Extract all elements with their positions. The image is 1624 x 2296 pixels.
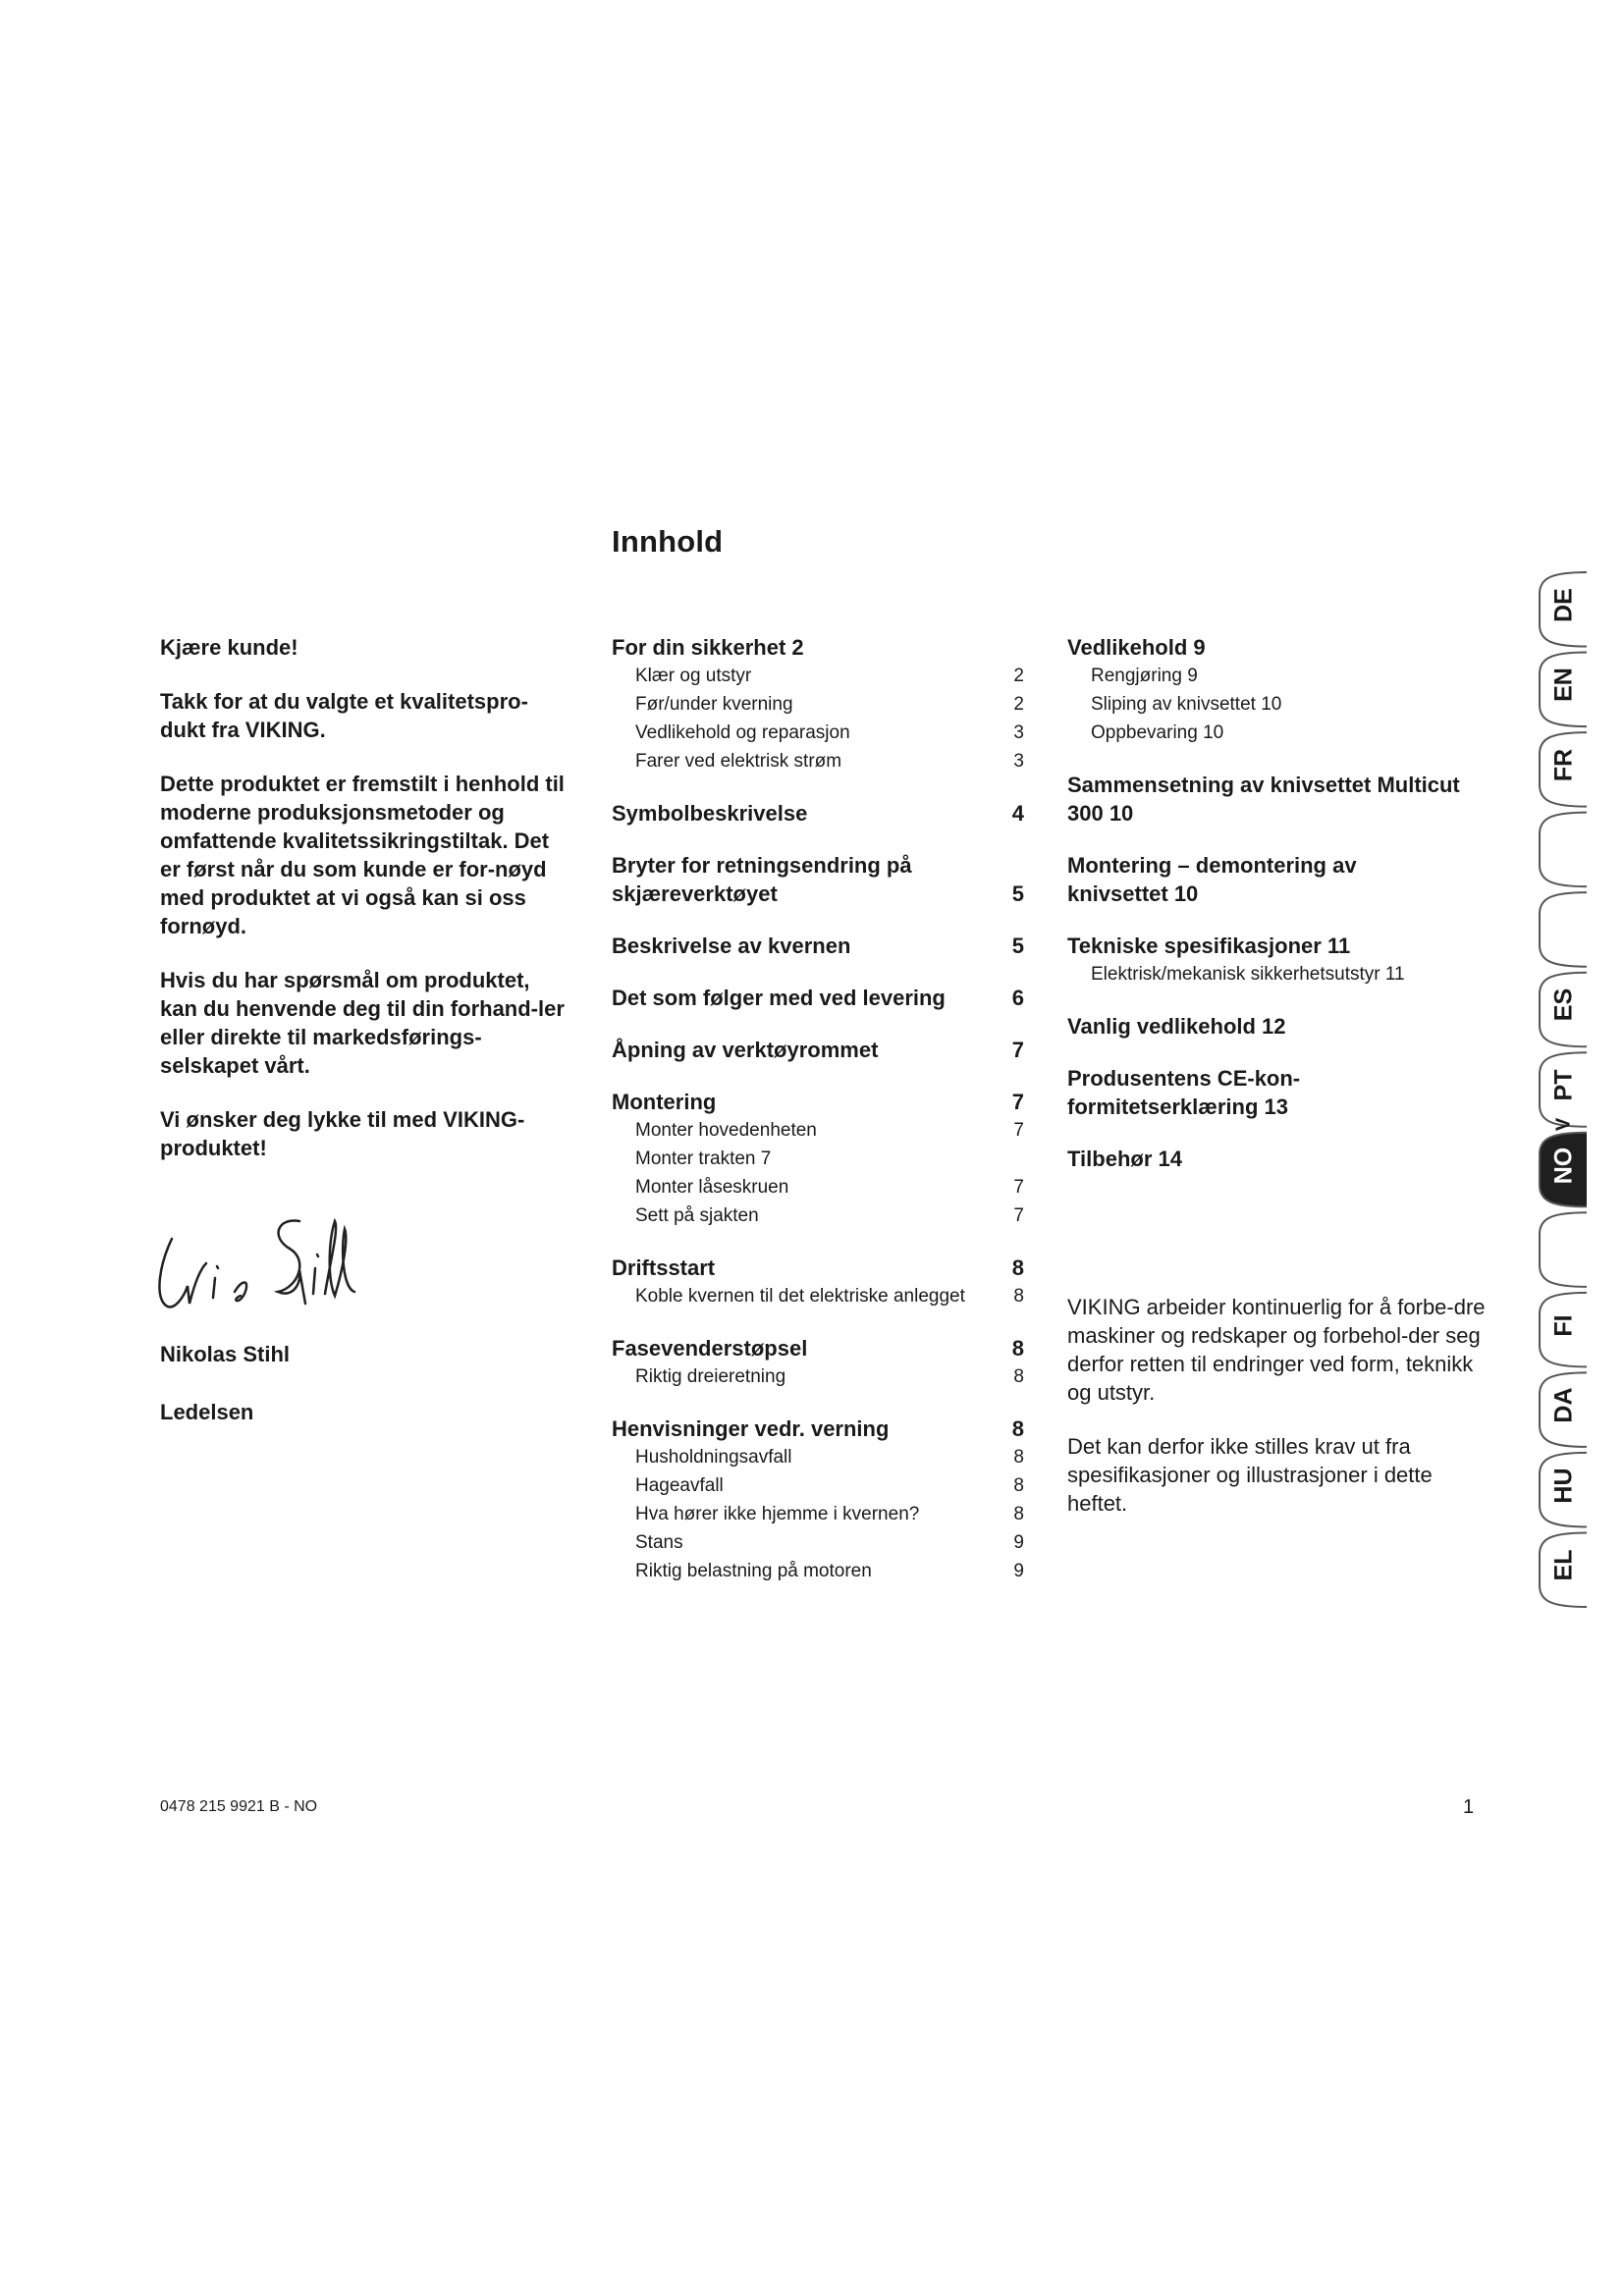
toc-heading-page: 8: [1011, 1255, 1024, 1280]
toc-section: [1067, 1012, 1499, 1041]
toc-entry-label: Sliping av knivsettet 10: [1091, 694, 1282, 715]
toc-entry-page: 9: [1013, 1532, 1024, 1553]
toc-entry-label: Rengjøring 9: [1091, 666, 1198, 686]
intro-paragraph-1: Takk for at du valgte et kvalitetspro-dukt fra VIKING.: [160, 689, 528, 742]
toc-section: [612, 1415, 1024, 1585]
toc-entry: [612, 1500, 1024, 1528]
document-code: 0478 215 9921 B - NO: [160, 1798, 318, 1815]
language-tab-fr[interactable]: FR: [1549, 748, 1578, 782]
toc-heading: [612, 1254, 1024, 1282]
toc-heading-title: Vedlikehold 9: [1067, 635, 1206, 660]
toc-heading: [612, 1334, 1024, 1362]
toc-section: [612, 799, 1024, 828]
toc-entry-label: Koble kvernen til det elektriske anlegget: [635, 1286, 965, 1307]
toc-heading: [612, 932, 1024, 960]
toc-entry: [612, 1201, 1024, 1230]
toc-heading-title: Tilbehør 14: [1067, 1147, 1182, 1171]
toc-heading-title: Montering: [612, 1090, 717, 1114]
disclaimer-paragraph-2: Det kan derfor ikke stilles krav ut fra spesifikasjoner og illustrasjoner i dette heftet.: [1067, 1434, 1433, 1516]
toc-section: [1067, 771, 1499, 828]
toc-heading-title: Henvisninger vedr. verning: [612, 1416, 890, 1441]
toc-entry-label: Før/under kverning: [635, 694, 793, 715]
toc-heading: [612, 1036, 1024, 1064]
toc-entry-label: Hva hører ikke hjemme i kvernen?: [635, 1504, 920, 1524]
toc-entry: [612, 1173, 1024, 1201]
toc-entry-label: Monter hovedenheten: [635, 1120, 817, 1141]
tab-shape: [1540, 813, 1587, 887]
toc-heading-title: Vanlig vedlikehold 12: [1067, 1014, 1286, 1039]
toc-heading: [1067, 851, 1499, 908]
toc-entry-page: 7: [1013, 1120, 1024, 1141]
toc-entry: [612, 1116, 1024, 1145]
greeting: Kjære kunde!: [160, 635, 298, 660]
toc-heading-title: Bryter for retningsendring på skjæreverktøyet: [612, 853, 912, 906]
toc-entry-label: Monter låseskruen: [635, 1177, 789, 1198]
toc-section: [612, 984, 1024, 1012]
page-number: 1: [1463, 1796, 1475, 1818]
language-tab-hu[interactable]: HU: [1549, 1468, 1578, 1504]
toc-heading-page: 8: [1011, 1416, 1024, 1441]
toc-heading: [612, 633, 1024, 662]
signer-role: Ledelsen: [160, 1400, 254, 1424]
language-tab-pt[interactable]: PT: [1549, 1069, 1578, 1101]
toc-entry-page: 2: [1013, 666, 1024, 686]
toc-heading-page: 7: [1011, 1090, 1024, 1114]
toc-entry: [612, 690, 1024, 719]
toc-entry-label: Vedlikehold og reparasjon: [635, 722, 850, 743]
signature-image: [152, 1209, 378, 1312]
language-tab-en[interactable]: EN: [1549, 667, 1578, 703]
toc-heading-page: 4: [1011, 801, 1024, 826]
toc-entry-page: 8: [1013, 1447, 1024, 1468]
toc-entry-page: 8: [1013, 1504, 1024, 1524]
intro-letter: [160, 633, 572, 1162]
toc-section: [612, 851, 1024, 908]
toc-heading-page: 6: [1011, 986, 1024, 1010]
disclaimer-paragraph-1: VIKING arbeider kontinuerlig for å forbe-dre maskiner og redskaper og forbehol-der seg derfor retten til endringer ved form, teknikk og utstyr.: [1067, 1295, 1486, 1405]
toc-entry: [612, 1528, 1024, 1557]
toc-entry: [612, 662, 1024, 690]
toc-column-2: [1067, 633, 1499, 1197]
toc-heading-title: Montering – demontering av knivsettet 10: [1067, 853, 1357, 906]
toc-entry-label: Oppbevaring 10: [1091, 722, 1224, 743]
toc-entry: [612, 1362, 1024, 1391]
toc-section: [612, 1254, 1024, 1310]
toc-heading-title: Symbolbeskrivelse: [612, 801, 808, 826]
language-tabs: [1532, 569, 1591, 1610]
toc-heading-title: Produsentens CE-kon-formitetserklæring 13: [1067, 1066, 1301, 1119]
toc-entry-label: Husholdningsavfall: [635, 1447, 792, 1468]
language-tab-fi[interactable]: FI: [1549, 1314, 1578, 1337]
intro-paragraph-4: Vi ønsker deg lykke til med VIKING-produktet!: [160, 1107, 525, 1160]
toc-heading: [1067, 1012, 1499, 1041]
toc-entry: [612, 1282, 1024, 1310]
toc-entry-page: 7: [1013, 1177, 1024, 1198]
toc-entry-label: Monter trakten 7: [635, 1148, 772, 1169]
toc-heading-title: Sammensetning av knivsettet Multicut 300 10: [1067, 773, 1460, 826]
toc-heading-title: Beskrivelse av kvernen: [612, 934, 851, 958]
toc-entry-label: Elektrisk/mekanisk sikkerhetsutstyr 11: [1091, 964, 1405, 985]
toc-entry-page: 2: [1013, 694, 1024, 715]
language-tab-da[interactable]: DA: [1549, 1387, 1578, 1423]
toc-heading: [1067, 771, 1499, 828]
tab-shape: [1540, 892, 1587, 967]
toc-entry-page: 3: [1013, 751, 1024, 772]
toc-entry-label: Hageavfall: [635, 1475, 724, 1496]
toc-section: [612, 1036, 1024, 1064]
toc-entry: [1067, 719, 1499, 747]
intro-paragraph-2: Dette produktet er fremstilt i henhold til moderne produksjonsmetoder og omfattende kvalitetssikringstiltak. Det er først når du som kunde er for-nøyd med produktet at vi også kan si oss fornøyd.: [160, 772, 565, 938]
toc-entry-label: Riktig dreieretning: [635, 1366, 786, 1387]
signer-name: Nikolas Stihl: [160, 1342, 291, 1366]
toc-section: [1067, 851, 1499, 908]
toc-section: [1067, 1145, 1499, 1173]
toc-heading-title: For din sikkerhet 2: [612, 635, 804, 660]
toc-heading-title: Det som følger med ved levering: [612, 986, 946, 1010]
toc-heading: [612, 1415, 1024, 1443]
toc-entry: [1067, 690, 1499, 719]
toc-heading: [1067, 1064, 1499, 1121]
toc-heading: [1067, 932, 1499, 960]
toc-entry-page: 7: [1013, 1205, 1024, 1226]
toc-entry-label: Farer ved elektrisk strøm: [635, 751, 842, 772]
toc-section: [1067, 1064, 1499, 1121]
toc-entry: [1067, 662, 1499, 690]
toc-heading: [612, 799, 1024, 828]
toc-section: [612, 932, 1024, 960]
toc-heading: [1067, 1145, 1499, 1173]
tab-shape: [1540, 1212, 1587, 1287]
toc-heading: [612, 851, 1024, 908]
toc-entry-label: Stans: [635, 1532, 683, 1553]
page-title: Innhold: [612, 524, 724, 559]
toc-heading-title: Driftsstart: [612, 1255, 716, 1280]
toc-entry: [612, 1145, 1024, 1173]
toc-entry-label: Riktig belastning på motoren: [635, 1561, 872, 1581]
toc-column-1: [612, 633, 1024, 1609]
toc-heading-page: 8: [1011, 1336, 1024, 1361]
language-tab-es[interactable]: ES: [1549, 988, 1578, 1022]
toc-section: [1067, 932, 1499, 988]
toc-entry: [612, 1557, 1024, 1585]
intro-paragraph-3: Hvis du har spørsmål om produktet, kan du henvende deg til din forhand-ler eller direkte til markedsførings-selskapet vårt.: [160, 968, 565, 1078]
toc-entry-label: Klær og utstyr: [635, 666, 752, 686]
language-tab-el[interactable]: EL: [1549, 1549, 1578, 1581]
toc-entry: [612, 719, 1024, 747]
toc-entry-label: Sett på sjakten: [635, 1205, 759, 1226]
toc-entry: [1067, 960, 1499, 988]
toc-heading-page: 5: [1011, 881, 1024, 906]
language-tab-no[interactable]: NO: [1549, 1147, 1578, 1184]
toc-heading-title: Tekniske spesifikasjoner 11: [1067, 934, 1351, 958]
toc-entry-page: 8: [1013, 1366, 1024, 1387]
toc-heading-title: Fasevenderstøpsel: [612, 1336, 808, 1361]
toc-entry: [612, 747, 1024, 775]
toc-entry: [612, 1471, 1024, 1500]
toc-entry-page: 8: [1013, 1286, 1024, 1307]
disclaimer-note: [1067, 1293, 1489, 1518]
toc-entry-page: 3: [1013, 722, 1024, 743]
toc-heading: [612, 984, 1024, 1012]
toc-section: [612, 633, 1024, 775]
toc-heading-title: Åpning av verktøyrommet: [612, 1038, 879, 1062]
toc-section: [612, 1334, 1024, 1391]
tab-marker: V: [1552, 1117, 1575, 1131]
toc-entry-page: 8: [1013, 1475, 1024, 1496]
language-tab-de[interactable]: DE: [1549, 587, 1578, 622]
toc-heading-page: 7: [1011, 1038, 1024, 1062]
toc-heading: [1067, 633, 1499, 662]
toc-heading-page: 5: [1011, 934, 1024, 958]
toc-section: [1067, 633, 1499, 747]
toc-section: [612, 1088, 1024, 1230]
toc-entry-page: 9: [1013, 1561, 1024, 1581]
toc-heading: [612, 1088, 1024, 1116]
toc-entry: [612, 1443, 1024, 1471]
